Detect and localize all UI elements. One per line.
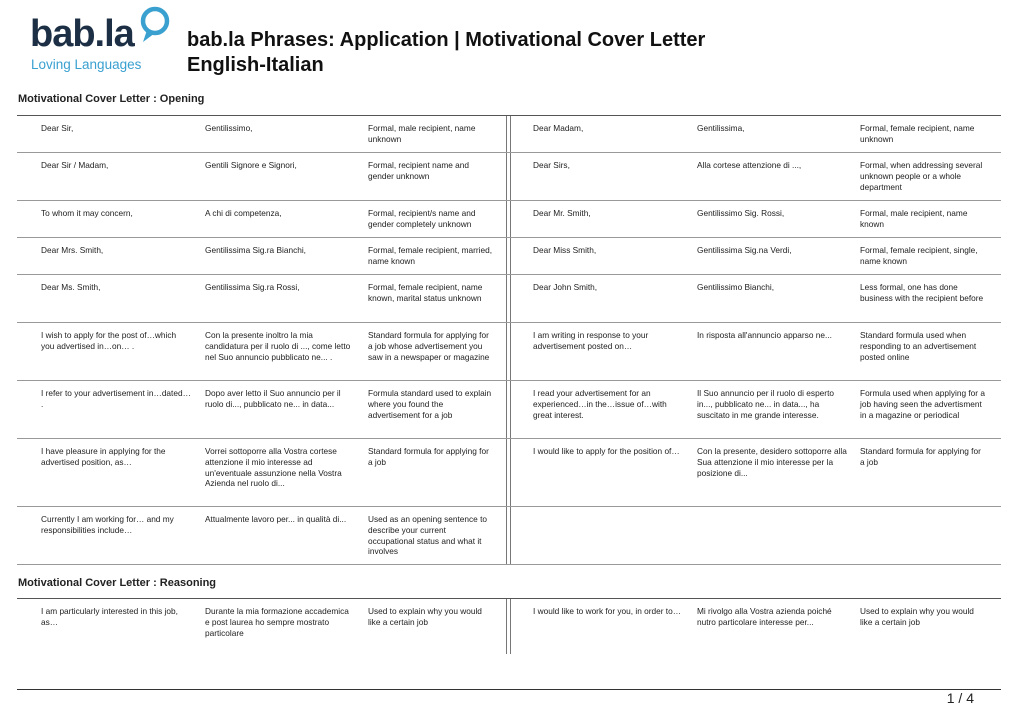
english-phrase: Dear Sirs,	[533, 160, 570, 170]
italian-phrase: Attualmente lavoro per... in qualità di...	[205, 514, 347, 524]
table-row	[17, 381, 1001, 439]
usage-note: Less formal, one has done business with the recipient before	[860, 282, 984, 303]
page-number: 1 / 4	[946, 690, 974, 706]
phrase-left	[17, 238, 509, 274]
phrase-left	[17, 275, 509, 322]
table-row	[17, 507, 1001, 565]
english-phrase: I would like to work for you, in order to…	[533, 606, 682, 616]
usage-note: Standard formula for applying for a job whose advertisement you saw in a newspaper or magazine	[368, 330, 490, 362]
phrase-table	[17, 598, 1001, 654]
phrase-right	[509, 439, 1001, 506]
english-phrase: Dear Mrs. Smith,	[41, 245, 104, 255]
table-row	[17, 153, 1001, 201]
english-phrase: I wish to apply for the post of…which you advertised in…on… .	[41, 330, 177, 351]
italian-phrase: Durante la mia formazione accademica e post laurea ho sempre mostrato particolare	[205, 606, 349, 638]
page-title	[187, 28, 787, 78]
footer-divider	[17, 689, 1001, 690]
english-phrase: Dear Sir,	[41, 123, 74, 133]
page-header	[30, 6, 1010, 76]
phrase-right	[509, 201, 1001, 237]
english-phrase: Dear Ms. Smith,	[41, 282, 101, 292]
usage-note: Used as an opening sentence to describe your current occupational status and what it involves	[368, 514, 488, 557]
italian-phrase: Gentilissimo Sig. Rossi,	[697, 208, 785, 218]
english-phrase: I would like to apply for the position of…	[533, 446, 680, 456]
table-row	[17, 116, 1001, 153]
italian-phrase: Alla cortese attenzione di ...,	[697, 160, 802, 170]
phrase-right	[509, 507, 1001, 564]
usage-note: Standard formula for applying for a job	[860, 446, 981, 467]
italian-phrase: Vorrei sottoporre alla Vostra cortese attenzione il mio interesse ad un'eventuale assunzione nella Vostra Azienda nel ruolo di...	[205, 446, 342, 489]
phrase-table	[17, 115, 1001, 565]
usage-note: Formula standard used to explain where you found the advertisement for a job	[368, 388, 492, 420]
column-divider	[506, 153, 511, 200]
column-divider	[506, 381, 511, 438]
babla-logo[interactable]	[30, 6, 180, 76]
usage-note: Formal, female recipient, married, name known	[368, 245, 493, 266]
italian-phrase: Dopo aver letto il Suo annuncio per il ruolo di..., pubblicato ne... in data...	[205, 388, 341, 409]
english-phrase: I have pleasure in applying for the advertised position, as…	[41, 446, 166, 467]
english-phrase: I refer to your advertisement in…dated… .	[41, 388, 191, 409]
table-row	[17, 599, 1001, 654]
table-row	[17, 238, 1001, 275]
english-phrase: To whom it may concern,	[41, 208, 133, 218]
italian-phrase: A chi di competenza,	[205, 208, 282, 218]
table-row	[17, 201, 1001, 238]
usage-note: Formal, female recipient, name known, marital status unknown	[368, 282, 483, 303]
phrase-right	[509, 323, 1001, 380]
phrase-left	[17, 323, 509, 380]
phrase-left	[17, 116, 509, 152]
phrase-right	[509, 153, 1001, 200]
phrase-right	[509, 275, 1001, 322]
phrase-right	[509, 599, 1001, 654]
phrase-left	[17, 153, 509, 200]
phrase-left	[17, 439, 509, 506]
usage-note: Used to explain why you would like a certain job	[368, 606, 482, 627]
column-divider	[506, 599, 511, 654]
column-divider	[506, 439, 511, 506]
english-phrase: I read your advertisement for an experienced…in the…issue of…with great interest.	[533, 388, 667, 420]
usage-note: Formal, female recipient, name unknown	[860, 123, 975, 144]
italian-phrase: Gentilissima Sig.ra Rossi,	[205, 282, 300, 292]
column-divider	[506, 323, 511, 380]
column-divider	[506, 238, 511, 274]
usage-note: Formal, male recipient, name unknown	[368, 123, 476, 144]
italian-phrase: Gentilissima Sig.na Verdi,	[697, 245, 792, 255]
section-title: Motivational Cover Letter : Reasoning	[18, 577, 217, 589]
italian-phrase: In risposta all'annuncio apparso ne...	[697, 330, 832, 340]
phrase-left	[17, 381, 509, 438]
usage-note: Formal, when addressing several unknown people or a whole department	[860, 160, 983, 192]
usage-note: Standard formula for applying for a job	[368, 446, 489, 467]
logo-wordmark: bab.la	[30, 13, 134, 55]
italian-phrase: Gentilissima Sig.ra Bianchi,	[205, 245, 306, 255]
logo-tagline: Loving Languages	[31, 57, 142, 72]
column-divider	[506, 275, 511, 322]
italian-phrase: Con la presente inoltro la mia candidatura per il ruolo di ..., come letto nel Suo annuncio pubblicato ne... .	[205, 330, 351, 362]
table-row	[17, 323, 1001, 381]
italian-phrase: Con la presente, desidero sottoporre alla Sua attenzione il mio interesse per la posizione di...	[697, 446, 847, 478]
title-line-2: English-Italian	[187, 54, 324, 76]
italian-phrase: Gentili Signore e Signori,	[205, 160, 297, 170]
english-phrase: Dear Miss Smith,	[533, 245, 597, 255]
usage-note: Used to explain why you would like a certain job	[860, 606, 974, 627]
usage-note: Formal, recipient name and gender unknown	[368, 160, 469, 181]
phrase-right	[509, 238, 1001, 274]
table-row	[17, 439, 1001, 507]
italian-phrase: Gentilissimo,	[205, 123, 253, 133]
title-line-1: bab.la Phrases: Application | Motivational Cover Letter	[187, 29, 706, 51]
column-divider	[506, 116, 511, 152]
english-phrase: Dear John Smith,	[533, 282, 598, 292]
usage-note: Formal, recipient/s name and gender completely unknown	[368, 208, 476, 229]
speech-bubble-icon	[138, 6, 172, 46]
usage-note: Formula used when applying for a job having seen the advertisment in a magazine or periodical	[860, 388, 985, 420]
section-title: Motivational Cover Letter : Opening	[18, 93, 205, 105]
english-phrase: I am writing in response to your advertisement posted on…	[533, 330, 649, 351]
column-divider	[506, 507, 511, 564]
table-row	[17, 275, 1001, 323]
english-phrase: I am particularly interested in this job, as…	[41, 606, 178, 627]
italian-phrase: Gentilissimo Bianchi,	[697, 282, 775, 292]
column-divider	[506, 201, 511, 237]
usage-note: Formal, male recipient, name known	[860, 208, 968, 229]
phrase-left	[17, 507, 509, 564]
english-phrase: Currently I am working for… and my responsibilities include…	[41, 514, 174, 535]
phrase-left	[17, 201, 509, 237]
phrase-left	[17, 599, 509, 654]
usage-note: Standard formula used when responding to an advertisement posted online	[860, 330, 977, 362]
italian-phrase: Mi rivolgo alla Vostra azienda poiché nutro particolare interesse per...	[697, 606, 832, 627]
english-phrase: Dear Mr. Smith,	[533, 208, 591, 218]
italian-phrase: Il Suo annuncio per il ruolo di esperto in..., pubblicato ne... in data..., ha suscitato in me grande interesse.	[697, 388, 834, 420]
usage-note: Formal, female recipient, single, name known	[860, 245, 978, 266]
phrase-right	[509, 116, 1001, 152]
italian-phrase: Gentilissima,	[697, 123, 745, 133]
english-phrase: Dear Sir / Madam,	[41, 160, 109, 170]
phrase-right	[509, 381, 1001, 438]
english-phrase: Dear Madam,	[533, 123, 584, 133]
